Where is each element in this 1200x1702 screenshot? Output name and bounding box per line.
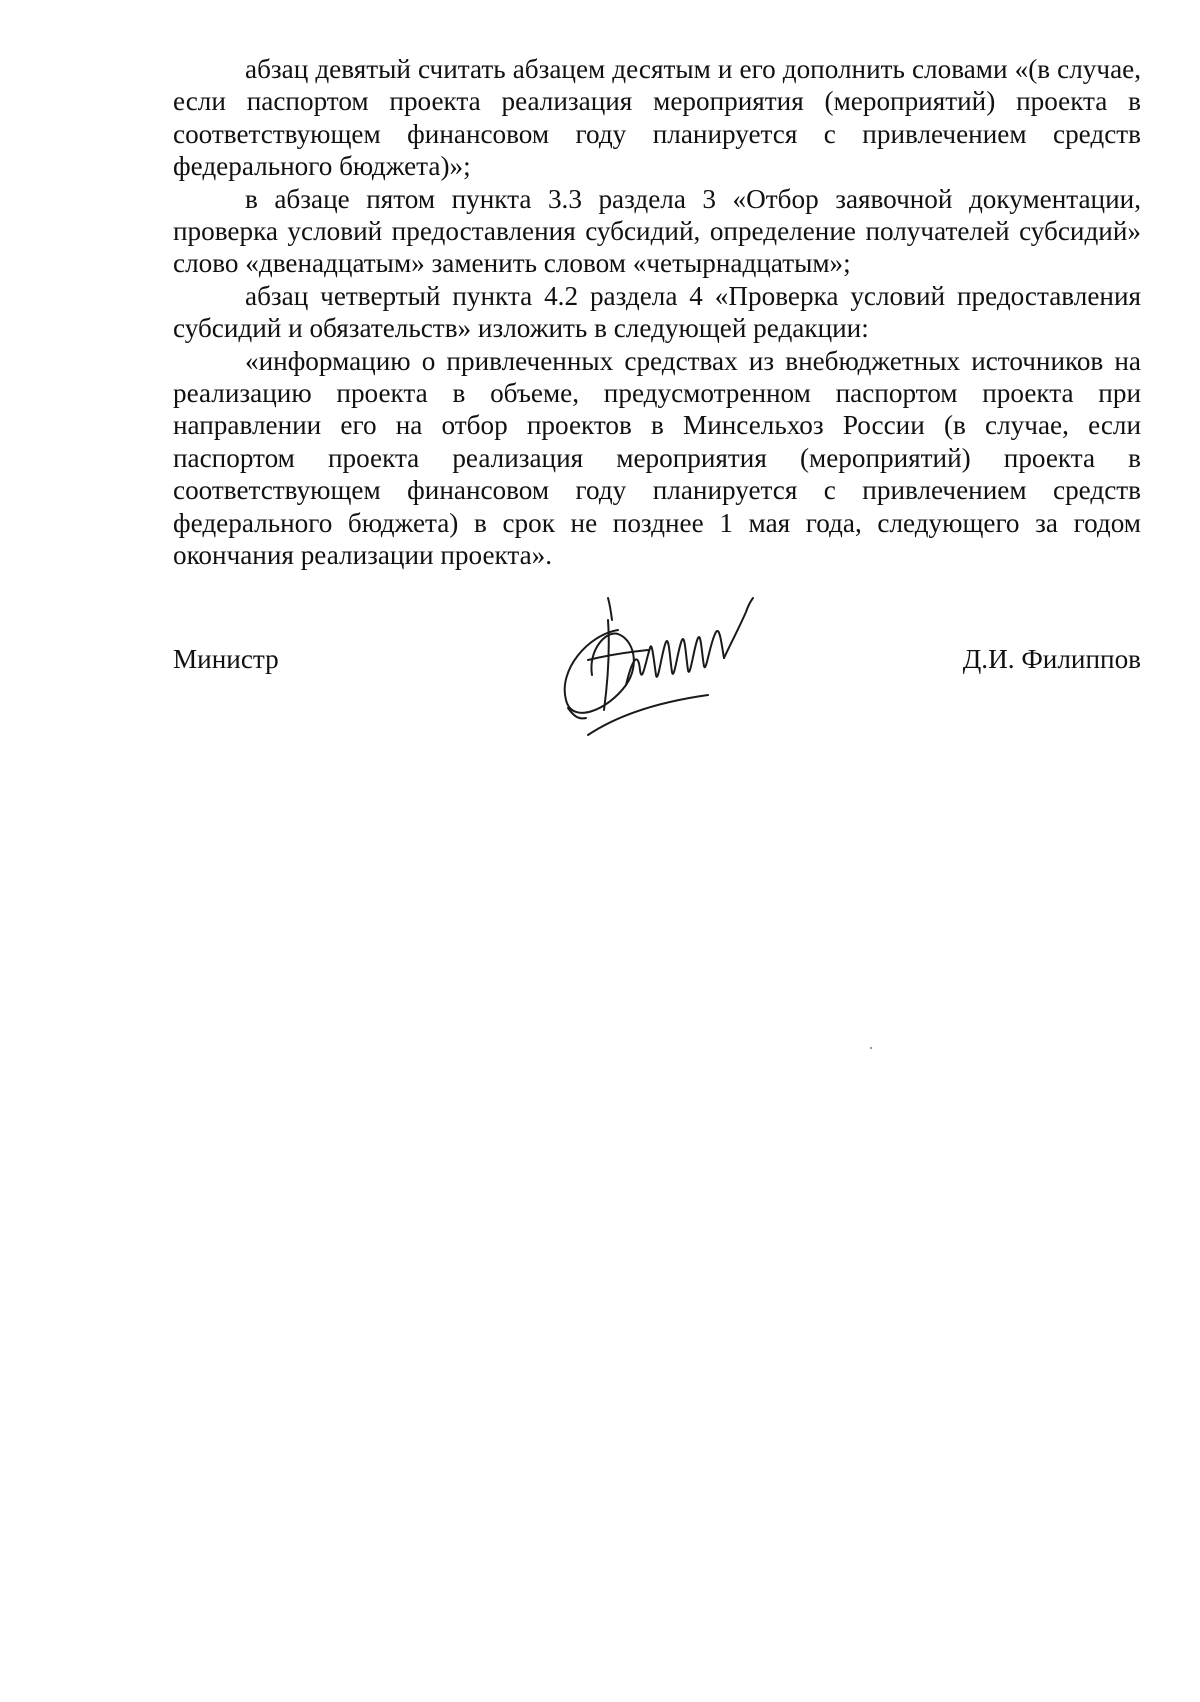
handwritten-signature [548,590,788,740]
paragraph-2: в абзаце пятом пункта 3.3 раздела 3 «Отбор заявочной документации, проверка условий предоставления субсидий, определение получателей субсидий» слово «двенадцатым» заменить словом «четырнадцатым»; [173,183,1141,279]
paragraph-1: абзац девятый считать абзацем десятым и его дополнить словами «(в случае, если паспортом проекта реализация мероприятия (мероприятий) проекта в соответствующем финансовом году планируется с привлечением средств федерального бюджета)»; [173,54,1141,182]
signatory-position: Министр [173,644,279,674]
scan-speck [870,1047,872,1049]
paragraph-4: «информацию о привлеченных средствах из внебюджетных источников на реализацию проекта в объеме, предусмотренном паспортом проекта при направлении его на отбор проектов в Минсельхоз России (в случае, если паспортом проекта реализация мероприятия (мероприятий) проекта в соответствующем финансовом году планируется с привлечением средств федерального бюджета) в срок не позднее 1 мая года, следующего за годом окончания реализации проекта». [173,345,1141,571]
document-body [173,53,1141,572]
signature-block [173,590,1141,740]
paragraph-3: абзац четвертый пункта 4.2 раздела 4 «Проверка условий предоставления субсидий и обязательств» изложить в следующей редакции: [173,280,1141,344]
signatory-name: Д.И. Филиппов [962,644,1141,674]
